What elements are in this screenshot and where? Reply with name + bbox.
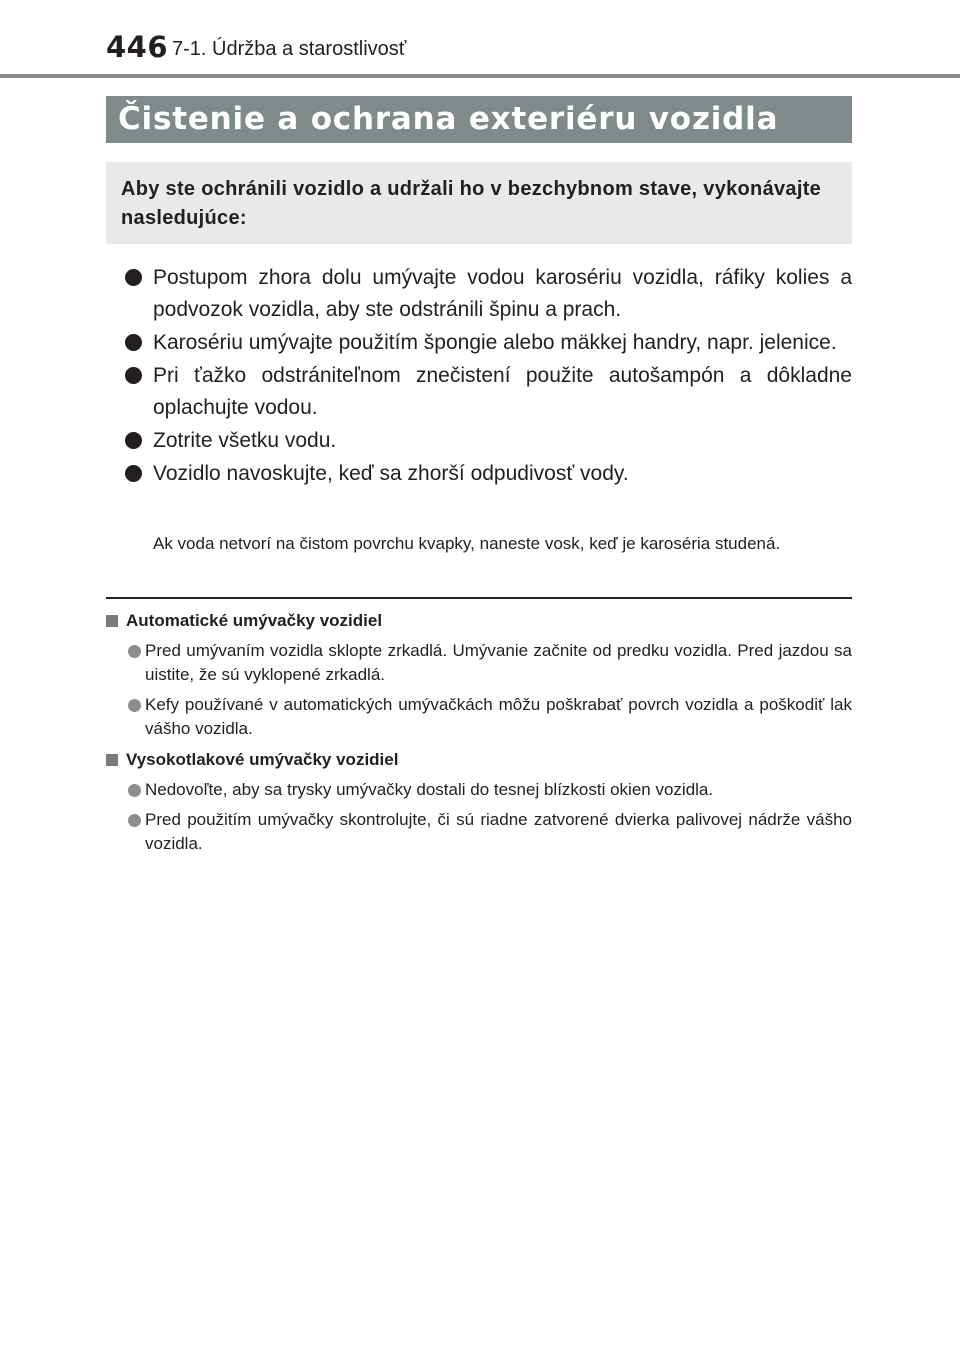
sub-heading-text: Vysokotlakové umývačky vozidiel [126,750,399,769]
note-text: Ak voda netvorí na čistom povrchu kvapky, naneste vosk, keď je karoséria studená. [153,534,781,553]
sub-list-item [106,639,852,687]
list-item-text: Postupom zhora dolu umývajte vodou karosériu vozidla, ráfiky kolies a podvozok vozidla, aby ste odstránili špinu a prach. [153,266,852,321]
chapter-title: 7-1. Údržba a starostlivosť [172,38,407,60]
bullet-icon [125,334,142,351]
sub-section-automatic-washers [106,609,852,741]
list-item-text: Vozidlo navoskujte, keď sa zhorší odpudivosť vody. [153,462,629,485]
dot-bullet-icon [128,814,141,827]
sub-list-item [106,693,852,741]
list-item-text: Pri ťažko odstrániteľnom znečistení použite autošampón a dôkladne oplachujte vodou. [153,364,852,419]
dot-bullet-icon [128,784,141,797]
page-header [0,0,960,80]
sub-list-item-text: Nedovoľte, aby sa trysky umývačky dostali do tesnej blízkosti okien vozidla. [145,780,714,799]
sub-list-item-text: Kefy používané v automatických umývačkách môžu poškrabať povrch vozidla a poškodiť lak vášho vozidla. [145,695,852,738]
intro-text: Aby ste ochránili vozidlo a udržali ho v bezchybnom stave, vykonávajte nasledujúce: [121,178,822,229]
sub-heading-text: Automatické umývačky vozidiel [126,611,383,630]
title-bar [106,96,852,143]
dot-bullet-icon [128,699,141,712]
sub-heading [106,748,852,772]
dot-bullet-icon [128,645,141,658]
sub-list-item-text: Pred použitím umývačky skontrolujte, či sú riadne zatvorené dvierka palivovej nádrže vášho vozidla. [145,810,852,853]
page-number: 446 [106,30,169,64]
square-bullet-icon [106,754,118,766]
bullet-icon [125,432,142,449]
intro-box [106,162,852,244]
sub-heading [106,609,852,633]
sub-list [106,778,852,856]
list-item [125,262,852,326]
list-item [125,458,852,490]
sub-list-item [106,808,852,856]
bullet-icon [125,465,142,482]
header-rule [0,74,960,78]
sub-list-item [106,778,852,802]
list-item [125,327,852,359]
page-title: Čistenie a ochrana exteriéru vozidla [118,101,779,137]
bullet-icon [125,269,142,286]
main-list [125,262,852,491]
list-item [125,425,852,457]
list-item-text: Zotrite všetku vodu. [153,429,337,452]
sub-section-high-pressure-washers [106,748,852,856]
sub-list-item-text: Pred umývaním vozidla sklopte zrkadlá. Umývanie začnite od predku vozidla. Pred jazdou sa uistite, že sú vyklopené zrkadlá. [145,641,852,684]
list-item [125,360,852,424]
square-bullet-icon [106,615,118,627]
bullet-icon [125,367,142,384]
sub-list [106,639,852,741]
list-item-text: Karosériu umývajte použitím špongie alebo mäkkej handry, napr. jelenice. [153,331,837,354]
section-divider [106,597,852,599]
